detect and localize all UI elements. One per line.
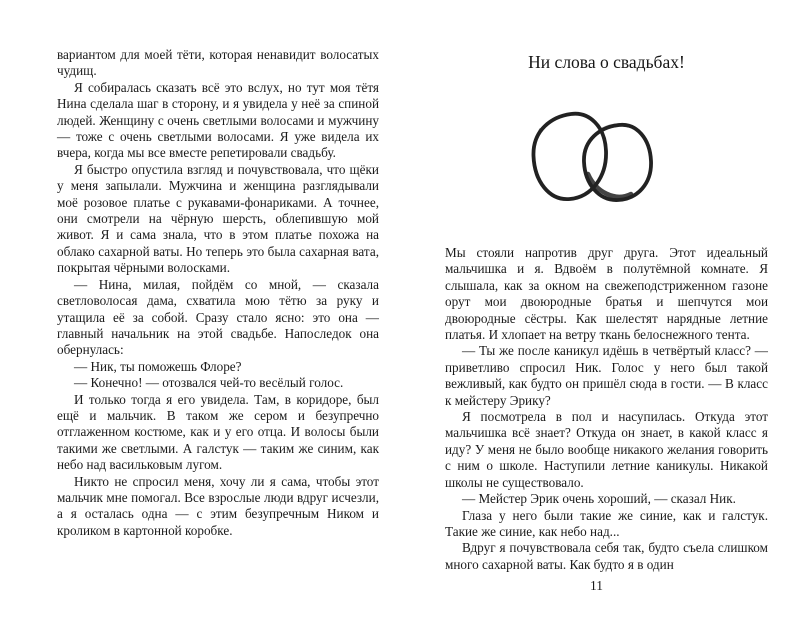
paragraph: Никто не спросил меня, хочу ли я сама, чтобы этот мальчик мне помогал. Все взрослые люди вдруг исчезли, а я осталась одна — с этим безупречным Ником и кроликом в картонной коробке. (57, 473, 379, 538)
paragraph: — Ты же после каникул идёшь в четвёртый класс? — приветливо спросил Ник. Голос у него был такой вежливый, как будто он пришёл сюда в гости. — В класс к мейстеру Эрику? (445, 343, 768, 408)
paragraph: Глаза у него были такие же синие, как и галстук. Такие же синие, как небо над... (445, 507, 768, 539)
paragraph: Я посмотрела в пол и насупилась. Откуда этот мальчишка всё знает? Откуда он знает, в какой класс я иду? У меня не было вообще никакого желания говорить с ним о школе. Наступили летние каникулы. Никакой школы не существовало. (445, 409, 768, 490)
paragraph: — Мейстер Эрик очень хороший, — сказал Ник. (462, 491, 736, 507)
paragraph: И только тогда я его увидела. Там, в коридоре, был ещё и мальчик. В таком же сером и безупречно отглаженном костюме, как и у его отца. И волосы были такими же светлыми. А галстук — таким же синим, как небо над васильковым лугом. (57, 391, 379, 473)
left-page (57, 47, 379, 539)
paragraph: Я собиралась сказать всё это вслух, но тут моя тётя Нина сделала шаг в сторону, и я увидела у неё за спиной людей. Женщину с очень светлыми волосами и мужчину — тоже с очень светлыми волосами. Я уже видела их вчера, когда мы все вместе репетировали свадьбу. (57, 79, 379, 161)
paragraph: Вдруг я почувствовала себя так, будто съела слишком много сахарной ваты. Как будто я в один (445, 540, 768, 572)
paragraph: Мы стояли напротив друг друга. Этот идеальный мальчишка и я. Вдвоём в полутёмной комнате. Я слышала, как за окном на свежеподстриженном газоне орут мои двоюродные братья и шепчутся мои двоюродные сёстры. Как шелестят нарядные летние платья. И хлопает на ветру ткань белоснежного тента. (445, 245, 768, 343)
paragraph: — Ник, ты поможешь Флоре? (74, 358, 242, 374)
page-number: 11 (590, 578, 603, 593)
rings-icon (530, 110, 656, 220)
right-page (445, 47, 768, 573)
paragraph: Я быстро опустила взгляд и почувствовала, что щёки у меня запылали. Мужчина и женщина разглядывали моё розовое платье с рукавами-фонариками. А точнее, они смотрели на чёрную шерсть, облепившую мой живот. Я и сама знала, что в этом платье похожа на облако сахарной ваты. Но теперь это была сахарная вата, покрытая чёрными волосками. (57, 161, 379, 276)
interlocked-rings-illustration (530, 110, 656, 220)
paragraph: — Конечно! — отозвался чей-то весёлый голос. (74, 375, 344, 391)
paragraph: вариантом для моей тёти, которая ненавидит волосатых чудищ. (57, 47, 379, 79)
paragraph: — Нина, милая, пойдём со мной, — сказала светловолосая дама, схватила мою тётю за руку и утащила её за собой. Сразу стало ясно: это она — главный начальник на этой свадьбе. Напоследок она обернулась: (57, 276, 379, 358)
chapter-title: Ни слова о свадьбах! (528, 52, 685, 72)
